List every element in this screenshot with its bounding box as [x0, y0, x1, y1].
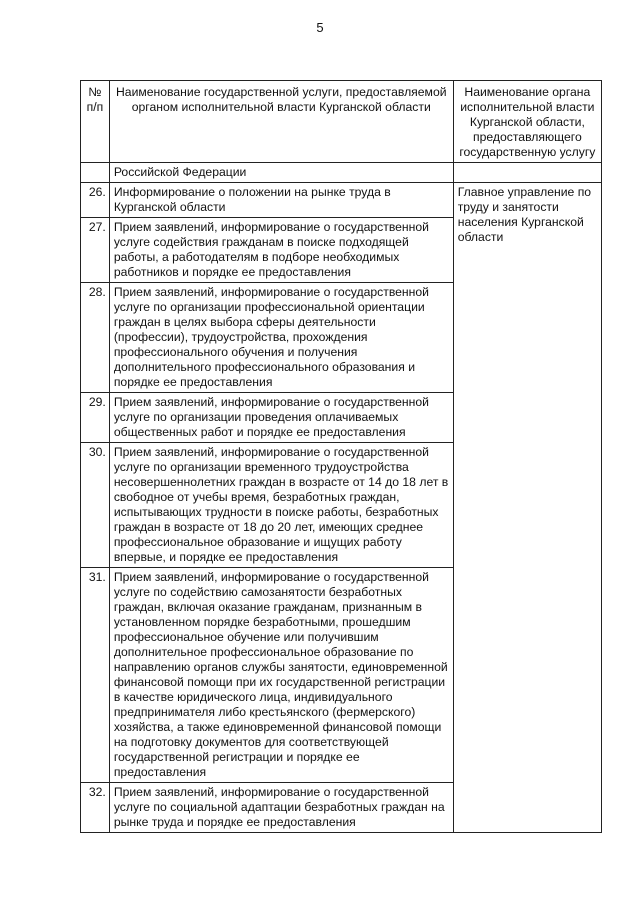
row-num: 28. — [81, 283, 110, 393]
page-number: 5 — [316, 20, 324, 35]
services-table — [80, 80, 602, 833]
row-service: Прием заявлений, информирование о государственной услуге по социальной адаптации безработных граждан на рынке труда и порядке ее предоставления — [109, 783, 453, 833]
row-num: 26. — [81, 183, 110, 218]
header-agency: Наименование органа исполнительной власти Курганской области, предоставляющего государственную услугу — [453, 81, 601, 163]
row-num — [81, 163, 110, 183]
row-service: Прием заявлений, информирование о государственной услуге по организации временного трудоустройства несовершеннолетних граждан в возрасте от 14 до 18 лет в свободное от учебы время, безработных граждан, испытывающих трудности в поиске работы, безработных граждан в возрасте от 18 до 20 лет, имеющих среднее профессиональное образование и ищущих работу впервые, и порядке ее предоставления — [109, 443, 453, 568]
table-row — [81, 183, 602, 218]
header-service: Наименование государственной услуги, предоставляемой органом исполнительной власти Курганской области — [109, 81, 453, 163]
row-service: Прием заявлений, информирование о государственной услуге содействия гражданам в поиске подходящей работы, а работодателям в подборе необходимых работников и порядке ее предоставления — [109, 218, 453, 283]
table-row — [81, 163, 602, 183]
continuation-text: Российской Федерации — [109, 163, 453, 183]
row-service: Прием заявлений, информирование о государственной услуге по организации проведения оплачиваемых общественных работ и порядке ее предоставления — [109, 393, 453, 443]
row-num: 27. — [81, 218, 110, 283]
row-service: Прием заявлений, информирование о государственной услуге по организации профессиональной ориентации граждан в целях выбора сферы деятельности (профессии), трудоустройства, прохождения профессионального обучения и получения дополнительного профессионального образования и порядке ее предоставления — [109, 283, 453, 393]
agency-name: Главное управление по труду и занятости населения Курганской области — [453, 183, 601, 833]
table-header-row — [81, 81, 602, 163]
row-service: Информирование о положении на рынке труда в Курганской области — [109, 183, 453, 218]
header-num: № п/п — [81, 81, 110, 163]
row-num: 30. — [81, 443, 110, 568]
row-num: 32. — [81, 783, 110, 833]
row-agency-empty — [453, 163, 601, 183]
row-num: 31. — [81, 568, 110, 783]
row-service: Прием заявлений, информирование о государственной услуге по содействию самозанятости безработных граждан, включая оказание гражданам, признанным в установленном порядке безработными, прошедшим профессиональное обучение или получившим дополнительное профессиональное образование по направлению органов службы занятости, единовременной финансовой помощи при их государственной регистрации в качестве юридического лица, индивидуального предпринимателя либо крестьянского (фермерского) хозяйства, а также единовременной финансовой помощи на подготовку документов для соответствующей государственной регистрации и порядке ее предоставления — [109, 568, 453, 783]
row-num: 29. — [81, 393, 110, 443]
